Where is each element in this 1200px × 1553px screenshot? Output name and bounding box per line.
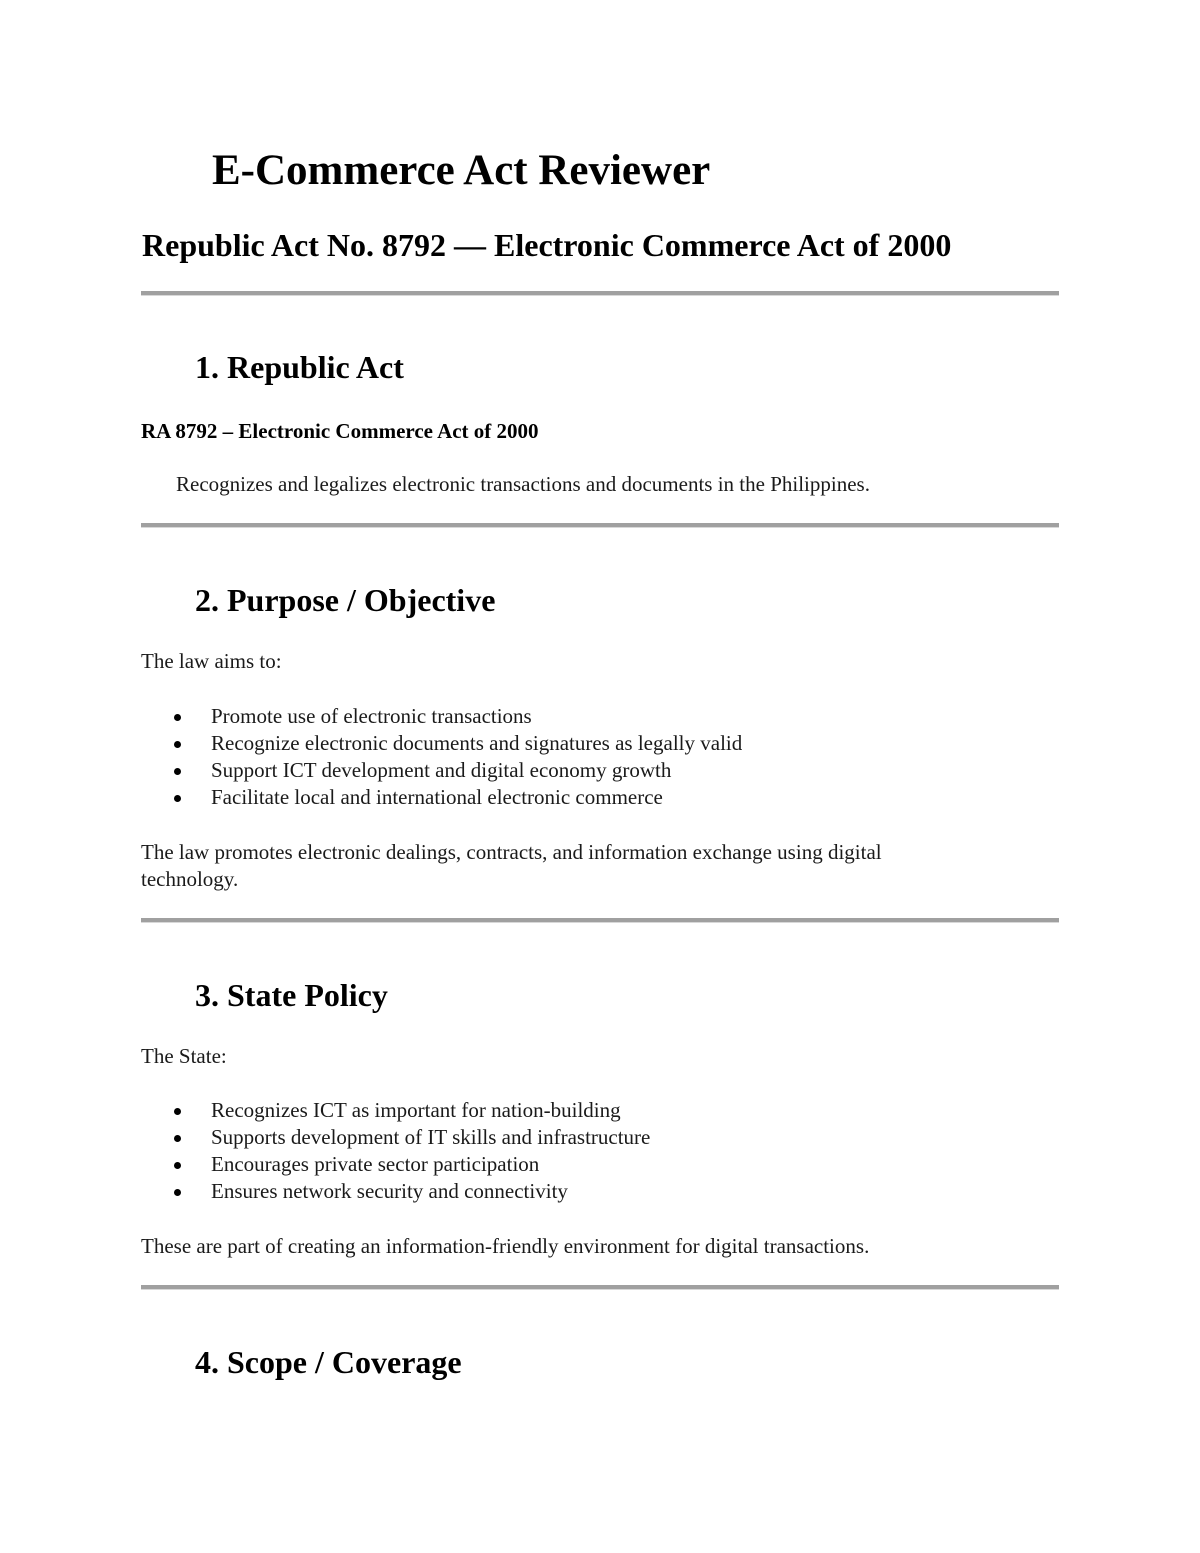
horizontal-rule	[141, 523, 1059, 528]
list-item-text: Supports development of IT skills and infrastructure	[211, 1125, 651, 1149]
list-item	[141, 1178, 650, 1205]
bullet-icon	[174, 1162, 181, 1169]
list-item-text: Encourages private sector participation	[211, 1152, 540, 1176]
section-2-intro: The law aims to:	[141, 649, 282, 673]
list-item-text: Recognize electronic documents and signatures as legally valid	[211, 731, 743, 755]
document-title: E-Commerce Act Reviewer	[212, 147, 711, 194]
list-item-text: Ensures network security and connectivity	[211, 1179, 568, 1203]
section-2-closing-line-2: technology.	[141, 867, 239, 891]
bullet-icon	[174, 1189, 181, 1196]
section-3-closing: These are part of creating an information-friendly environment for digital transactions.	[141, 1234, 870, 1258]
list-item	[141, 1124, 650, 1151]
list-item-text: Facilitate local and international electronic commerce	[211, 785, 663, 809]
list-item-text: Support ICT development and digital economy growth	[211, 758, 672, 782]
section-1-lead: RA 8792 – Electronic Commerce Act of 2000	[141, 419, 539, 443]
section-2-heading: 2. Purpose / Objective	[195, 582, 496, 618]
bullet-icon	[174, 1108, 181, 1115]
section-3-intro: The State:	[141, 1044, 227, 1068]
section-2-bullet-list	[141, 703, 742, 811]
list-item	[141, 1097, 650, 1124]
list-item	[141, 1151, 650, 1178]
section-1-text: Recognizes and legalizes electronic transactions and documents in the Philippines.	[176, 472, 870, 496]
list-item-text: Promote use of electronic transactions	[211, 704, 532, 728]
horizontal-rule	[141, 1285, 1059, 1290]
bullet-icon	[174, 1135, 181, 1142]
section-1-heading: 1. Republic Act	[195, 349, 404, 385]
document-subtitle: Republic Act No. 8792 — Electronic Commerce Act of 2000	[142, 227, 952, 263]
list-item	[141, 730, 742, 757]
horizontal-rule	[141, 918, 1059, 923]
bullet-icon	[174, 741, 181, 748]
bullet-icon	[174, 714, 181, 721]
bullet-icon	[174, 795, 181, 802]
list-item	[141, 784, 742, 811]
list-item	[141, 757, 742, 784]
section-3-heading: 3. State Policy	[195, 977, 388, 1013]
section-3-bullet-list	[141, 1097, 650, 1205]
section-2-closing-line-1: The law promotes electronic dealings, contracts, and information exchange using digital	[141, 840, 882, 864]
bullet-icon	[174, 768, 181, 775]
list-item	[141, 703, 742, 730]
horizontal-rule	[141, 291, 1059, 296]
section-4-heading: 4. Scope / Coverage	[195, 1344, 462, 1380]
list-item-text: Recognizes ICT as important for nation-building	[211, 1098, 621, 1122]
